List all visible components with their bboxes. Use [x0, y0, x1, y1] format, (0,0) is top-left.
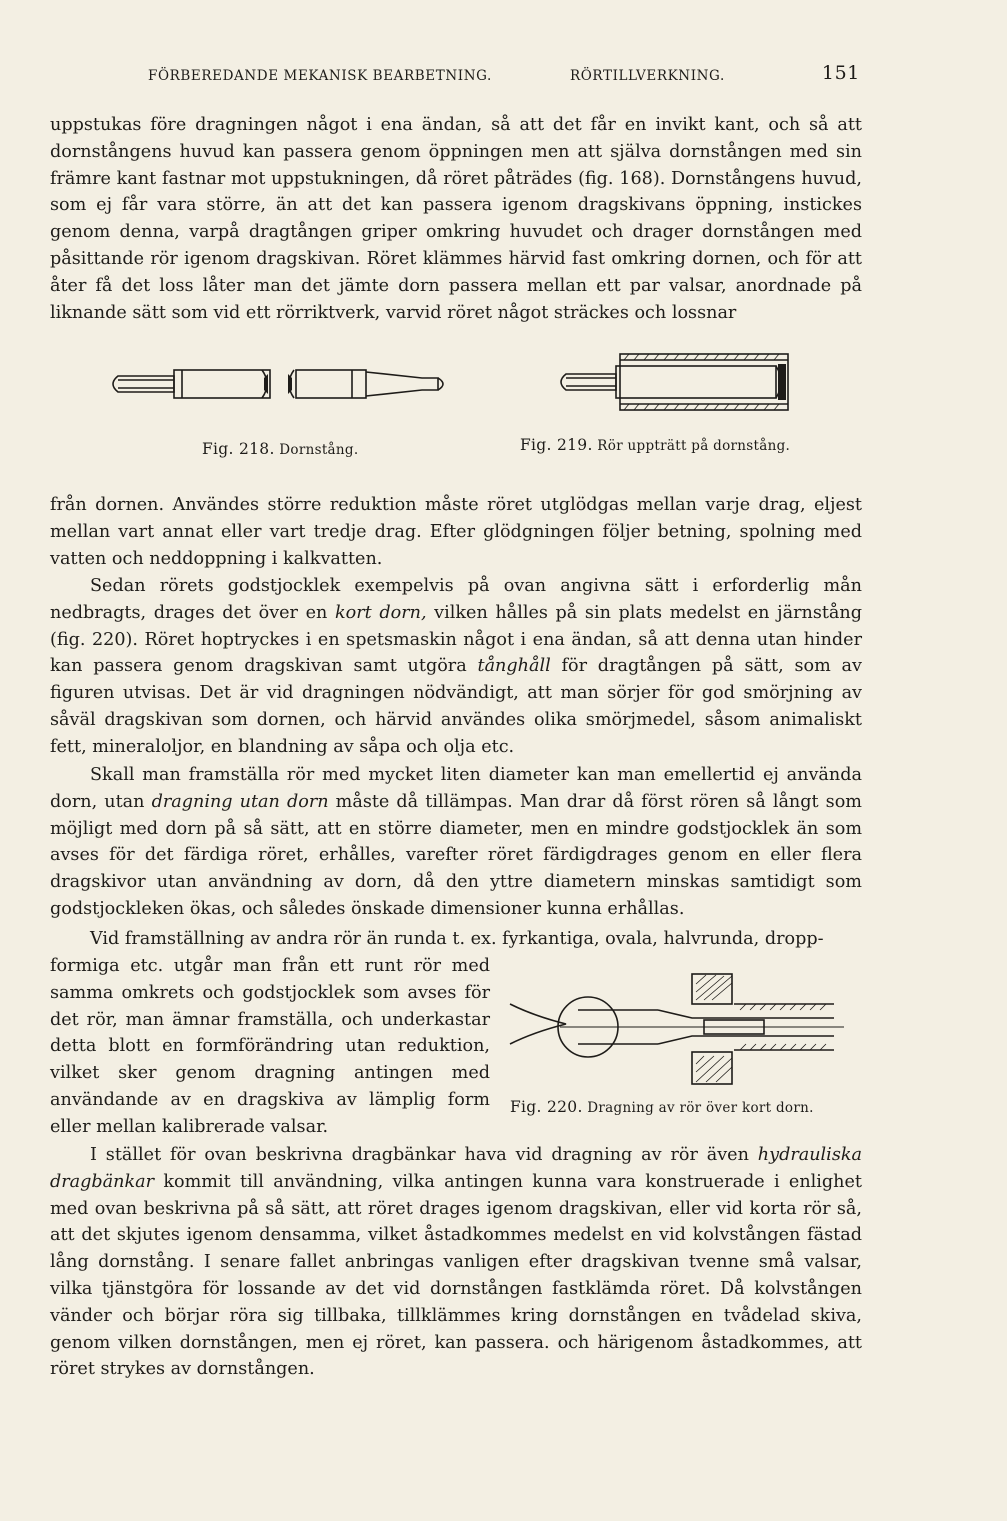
paragraph-2: från dornen. Användes större reduktion måste röret utglödgas mellan varje drag, eljest mellan vart annat eller vart tredje drag. Efter glödgningen följer betning, spolning med vatten och neddoppning i kalkvatten.	[50, 495, 862, 569]
paragraph-4	[50, 762, 862, 923]
figure-218-drawing	[104, 358, 474, 410]
term-tanghall: tånghåll	[477, 656, 551, 677]
figure-220-title: Dragning av rör över kort dorn.	[587, 1100, 814, 1116]
paragraph-3	[50, 573, 862, 761]
running-head-left: FÖRBEREDANDE MEKANISK BEARBETNING.	[148, 68, 492, 84]
paragraph-3-part-c: för dragtången på sätt, som av figuren utvisas. Det är vid dragningen nödvändigt, att man sörjer för god smörjning av såväl dragskivan som dornen, och härvid användes olika smörjmedel, såsom animaliskt fett, mineraloljor, en blandning av såpa och olja etc.	[50, 656, 862, 757]
figure-219-drawing	[552, 350, 802, 416]
paragraph-6	[50, 1142, 862, 1383]
term-kort-dorn: kort dorn,	[334, 602, 427, 623]
paragraph-5-first-line: Vid framställning av andra rör än runda t. ex. fyrkantiga, ovala, halvrunda, dropp-	[90, 929, 824, 949]
figure-219-caption	[520, 436, 790, 454]
figure-218-number: Fig. 218.	[202, 440, 275, 458]
running-head	[148, 62, 860, 88]
paragraph-4-part-a: Skall man framställa rör med mycket liten diameter kan man emellertid ej använda dorn, utan	[50, 765, 862, 812]
page-number: 151	[821, 62, 860, 84]
paragraph-3-part-b: vilken hålles på sin plats medelst en järnstång (fig. 220). Röret hoptryckes i en spetsmaskin något i ena ändan, så att denna utan hinder kan passera genom dragskivan samt utgöra	[50, 602, 863, 677]
paragraph-6-part-b: kommit till användning, vilka antingen kunna vara konstruerade i enlighet med ovan beskrivna på så sätt, att röret drages igenom dragskivan, eller vid korta rör så, att det skjutes igenom densamma, vilket åstadkommes medelst en vid kolvstången fästad lång dornstång. I senare fallet anbringas vanligen efter dragskivan tvenne små valsar, vilka tjänstgöra för lossande av det vid dornstången fastklämda röret. Då kolvstången vänder och börjar röra sig tillbaka, tillklämmes kring dornstången en tvådelad skiva, genom vilken dornstången, men ej röret, kan passera. och härigenom åstadkommes, att röret strykes av dornstången.	[50, 1171, 862, 1380]
term-hydrauliska-dragbankar: hydrauliska dragbänkar	[50, 1145, 862, 1192]
figure-220-caption	[510, 1098, 814, 1116]
figure-218-title: Dornstång.	[279, 442, 359, 458]
figure-218-caption	[202, 440, 358, 458]
term-dragning-utan-dorn: dragning utan dorn	[151, 791, 329, 812]
paragraph-4-part-b: måste då tillämpas. Man drar då först rören så långt som möjligt med dorn på så sätt, att en större diameter, men en mindre godstjocklek än som avses för det färdiga röret, erhålles, varefter röret färdigdrages genom en eller flera dragskivor utan användning av dorn, då den yttre diametern minskas samtidigt som godstjockleken ökas, och således önskade dimensioner kunna erhållas.	[50, 791, 862, 919]
paragraph-5-wrapped: formiga etc. utgår man från ett runt rör med samma omkrets och godstjocklek som avses för det rör, man ämnar framställa, och underkastar detta blott en formförändring utan reduktion, vilket sker genom dragning antingen med användande av en dragskiva av lämplig form eller mellan kalibrerade valsar.	[50, 956, 490, 1137]
figure-219-title: Rör uppträtt på dornstång.	[597, 438, 791, 454]
figure-219-number: Fig. 219.	[520, 436, 593, 454]
paragraph-3-part-a: Sedan rörets godstjocklek exempelvis på ovan angivna sätt i erforderlig mån nedbragts, drages det över en	[50, 576, 862, 623]
running-head-right: RÖRTILLVERKNING.	[570, 68, 725, 84]
paragraph-6-part-a: I stället för ovan beskrivna dragbänkar hava vid dragning av rör även	[90, 1145, 758, 1165]
figure-220-drawing	[508, 970, 844, 1090]
paragraph-1: uppstukas före dragningen något i ena ändan, så att det får en invikt kant, och så att dornstångens huvud kan passera genom öppningen men att själva dornstången med sin främre kant fastnar mot uppstukningen, då röret påträdes (fig. 168). Dornstångens huvud, som ej får vara större, än att det kan passera igenom dragskivans öppning, instickes genom denna, varpå dragtången griper omkring huvudet och drager dornstången med påsittande rör igenom dragskivan. Röret klämmes härvid fast omkring dornen, och för att åter få det loss låter man det jämte dorn passera mellan ett par valsar, anordnade på liknande sätt som vid ett rörriktverk, varvid röret något sträckes och lossnar	[50, 115, 862, 323]
figure-220-number: Fig. 220.	[510, 1098, 583, 1116]
